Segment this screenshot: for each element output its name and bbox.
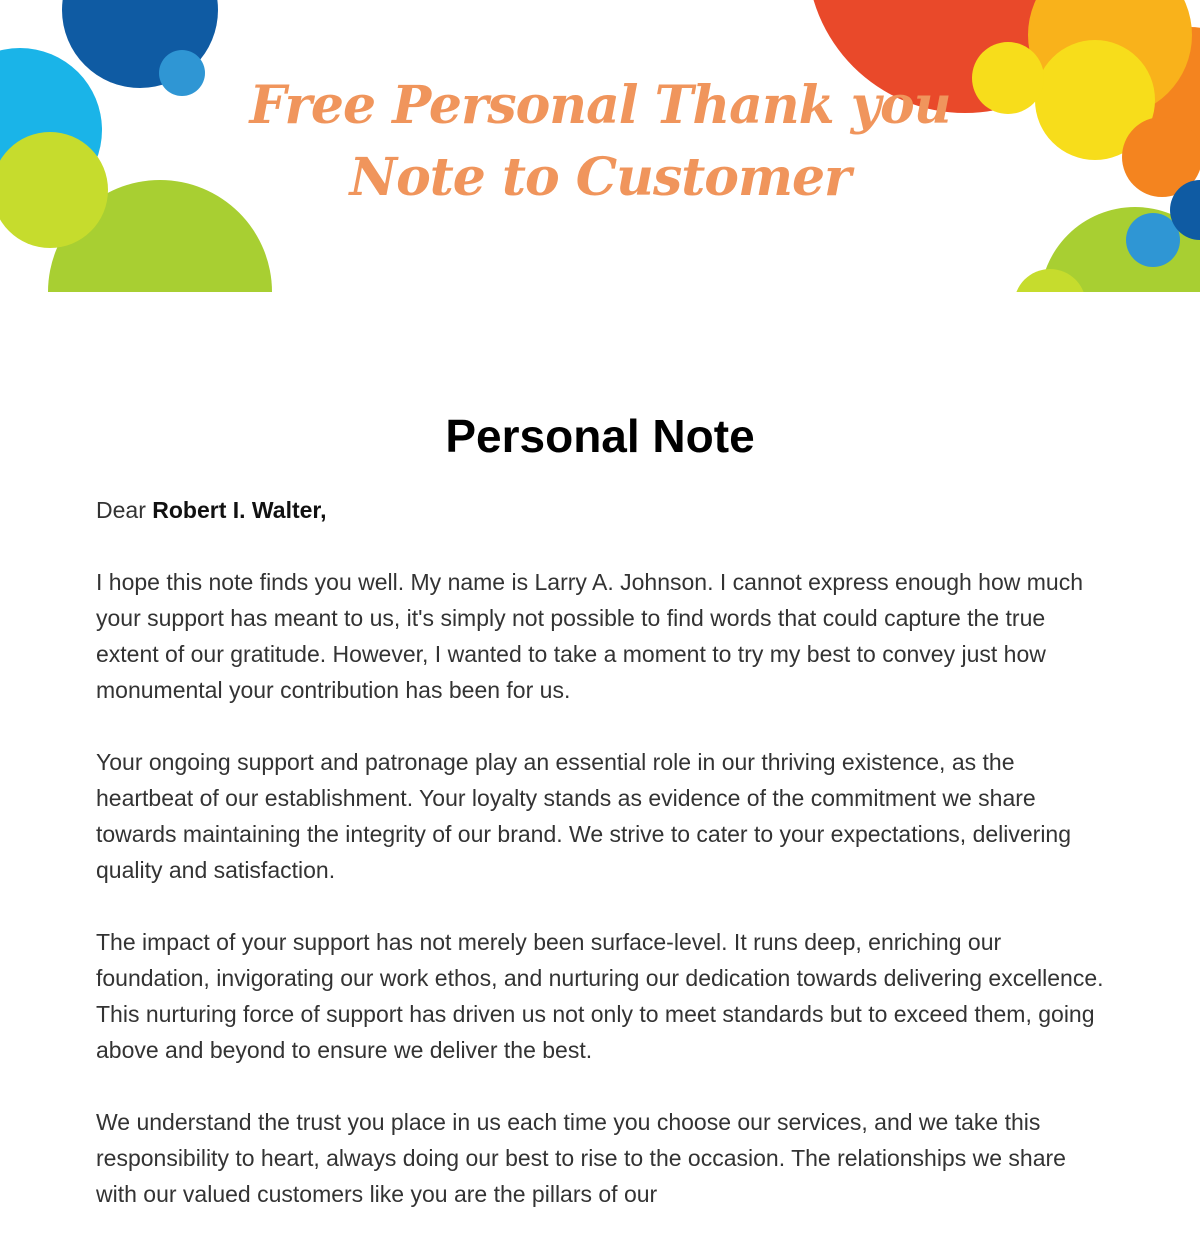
paragraph-1: I hope this note finds you well. My name is Larry A. Johnson. I cannot express enough how much your support has meant to us, it's simply not possible to find words that could capture the true extent of our gratitude. However, I wanted to take a moment to try my best to convey just how monumental your contribution has been for us. xyxy=(96,569,1083,703)
banner-title xyxy=(0,70,1200,214)
header-banner xyxy=(0,0,1200,292)
banner-title-line-1: Free Personal Thank you xyxy=(249,75,951,136)
salutation xyxy=(96,492,1106,528)
paragraph-4: We understand the trust you place in us each time you choose our services, and we take this responsibility to heart, always doing our best to rise to the occasion. The relationships we share with our valued customers like you are the pillars of our xyxy=(96,1109,1066,1207)
paragraph-3: The impact of your support has not merely been surface-level. It runs deep, enriching our foundation, invigorating our work ethos, and nurturing our dedication towards delivering excellence. This nurturing force of support has driven us not only to meet standards but to exceed them, going above and beyond to ensure we deliver the best. xyxy=(96,929,1104,1063)
paragraph-2: Your ongoing support and patronage play an essential role in our thriving existence, as the heartbeat of our establishment. Your loyalty stands as evidence of the commitment we share towards maintaining the integrity of our brand. We strive to cater to your expectations, delivering quality and satisfaction. xyxy=(96,749,1072,883)
document-title: Personal Note xyxy=(445,410,755,462)
greeting: Dear xyxy=(96,497,146,523)
banner-title-line-2: Note to Customer xyxy=(349,147,851,208)
recipient-name: Robert I. Walter, xyxy=(152,497,327,523)
bubble-blue-right xyxy=(1126,213,1180,267)
letter-body xyxy=(96,492,1106,1248)
